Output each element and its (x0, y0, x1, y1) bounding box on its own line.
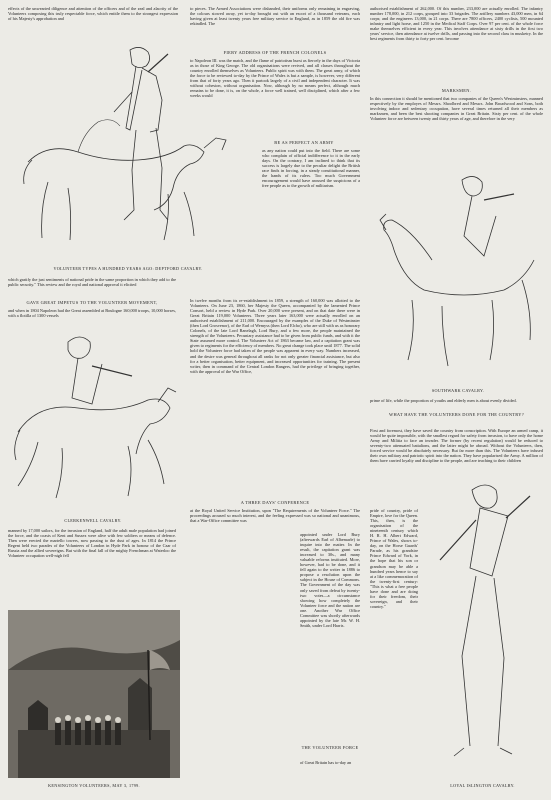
col3-top-paragraph: authorised establishment of 262,000. Of this number, 233,000 are actually enrolled. The infantry number 178,000, in 212 corps, grouped into 33 brigades. The artillery numbers 43,000 men, in 64 corps; and the engineers 13,000, in 21 corps. There are 7800 officers, 2400 cyclists, 500 mounted infantry and light horse, and 1250 in the Medical Staff Corps. Over 97 per cent. of the whole force make themselves efficient in every year. This involves attendance at sixty drills in the first two years' service, then attendance at twelve drills, and passing into the second class in musketry. In the best regiments from thirty to forty per cent. become (370, 6, 543, 42)
col2-low-paragraph: In twelve months from its re-establishment in 1859, a strength of 160,000 was allotted to the Volunteers. On June 23, 1860, her Majesty the Queen, accompanied by the lamented Prince Consort, held a review in Hyde Park. Over 20,000 were present, and on that date there were in Great Britain 119,000 Volunteers. Three years later 163,000 were actually enrolled on an authorised establishment of 211,000. Encouraged by the examples of the Duke of Westminster (then Lord Grosvenor), of the Earl of Wemyss (then Lord Elcho), who are still with us as honorary Colonels, of the late Lord Ranelagh, Lord Bury, and a few more, the people maintained the strength of the Volunteers. Pecuniary assistance had to be given from public funds, and with it the State assumed more control. The Volunteer Act of 1863 became law, and a capitation grant was given to regiments for the efficiency of members. No great change took place until 1877. The solid hold the Volunteer force had taken of the people was apparent in every way. Numbers increased, and the desire was general throughout all ranks for not only greater financial assistance, but also for a better organisation, better equipment, and increased opportunities for training. The present writer, then in command of the Central London Rangers, had the privilege of bringing together, with the approval of the War Office, (190, 298, 360, 374)
heading-what-have-volunteers-done: WHAT HAVE THE VOLUNTEERS DONE FOR THE COUNTRY? (389, 412, 524, 417)
col1-mid-paragraph: which gratify the just sentiments of national pride in the same proportion in which they add to the public security." This review and the royal and national approval it elicited (8, 277, 176, 288)
col3-bottom-paragraph: pride of country, pride of Empire, love for the Queen. This, then, is the organisation of the nineteenth century which H. R. H. Albert Edward, Prince of Wales, shows to-day, on the Horse Guards' Parade, as his grandsire Prince Edward of York, in the hope that his son or grandson may be able a hundred years hence to say at a like commemoration of the twenty-first century: "This is what a free people have done and are doing for their freedom, their sovereign, and their country." (370, 508, 418, 609)
col1-mid2-paragraph: and when in 1804 Napoleon had the Great assembled at Boulogne 160,000 troops, 10,000 horses, with a flotilla of 1300 vessels (8, 308, 176, 319)
col2-mid2-paragraph: as any nation could put into the field. There are some who complain of official indifference to it in the early days. On the contrary, I am inclined to think that its success is largely due to the peculiar delight the British race finds in forcing, in a steady constitutional manner, the hands of its rulers. Too much Government encouragement would have aroused the suspicions of a free people as to the growth of militarism. (262, 148, 360, 189)
heading-perfect-army: BE AS PERFECT AN ARMY (274, 140, 334, 145)
clerkenwell-cavalry-illustration (8, 322, 178, 512)
caption-clerkenwell-cavalry: CLERKENWELL CAVALRY. (64, 518, 122, 523)
col3-mid2-paragraph: prime of life, while the proportion of youths and elderly men is about evenly divided. (370, 398, 517, 403)
caption-kensington-volunteers: KENSINGTON VOLUNTEERS, MAY 3, 1799. (48, 783, 140, 788)
col2-low2-paragraph: at the Royal United Service Institution, upon "The Requirements of the Volunteer Force." The proceedings aroused so much interest, and the feeling expressed was so national and unanimous, that a War-Office committee was (190, 508, 360, 524)
col2-top-paragraph: to pieces. The Armed Associations were disbanded, their uniforms only remaining in engraving, the colours stowed away, yet to-day brought out with an escort of a thousand veterans, each having given at least twenty years free military service to England, as in 1859 the old fire was rekindled. The (190, 6, 360, 27)
col2-end-paragraph: of Great Britain has to-day an (300, 760, 352, 765)
kensington-volunteers-plate (8, 610, 180, 778)
col3-low-paragraph: First and foremost, they have saved the country from conscription. With Europe an armed camp, it would be quite impossible, with the smallest regard for safety from invasion, to have only the home Army and Militia to face an invader. The former (by recent regulation) would be reduced to seventy-two attenuated battalions, and the latter might be abroad. Without the Volunteers, then, forced service would be absolutely necessary. But far more than this. The Volunteers have infused their own military and patriotic spirit into the nation. They have popularised the Army. A million of them have carried loyalty and discipline to the people, and are teaching to their children (370, 428, 543, 464)
col2-bottom-paragraph: appointed under Lord Bury (afterwards Earl of Albemarle) to inquire into the matter. In the result, the capitation grant was increased to 30s., and many valuable reforms instituted. More, however, had to be done, and it fell again to the writer in 1886 to propose a resolution upon the subject in the House of Commons. The Government of the day was only saved from defeat by twenty-two votes—a circumstance showing how completely the Volunteer force and the nation are one. Another War Office Committee was shortly afterwards appointed by the late Mr. W. H. Smith, under Lord Harris. (300, 532, 360, 628)
heading-marksmen: MARKSMEN. (441, 88, 472, 93)
col1-top-paragraph: effects of the unwearied diligence and attention of the officers and of the zeal and alacrity of the Volunteers composing this truly respectable force, which entitle them to the strongest expression of his Majesty's approbation and (8, 6, 178, 22)
loyal-islington-cavalry-illustration (420, 480, 545, 775)
heading-three-days-conference: A THREE DAYS' CONFERENCE (240, 500, 310, 505)
col3-mid-paragraph: In this connection it should be mentioned that two companies of the Queen's Westminsters, manned respectively by the employes of Messrs. Shoolbred and Messrs. John Broadwood and Sons, both involving indoor and sedentary occupation, have several times returned all their members as marksmen, and been the best shooting companies in Great Britain. Sixty per cent. of the whole Volunteer force are between twenty and thirty years of age, and therefore in the very (370, 96, 543, 122)
heading-fiery-address: FIERY ADDRESS OF THE FRENCH COLONELS (223, 50, 327, 55)
heading-great-impetus: GAVE GREAT IMPETUS TO THE VOLUNTEER MOVEMENT, (26, 300, 158, 305)
col1-low-paragraph: manned by 17,000 sailors, for the invasion of England, half the adult male population had joined the force, and the coasts of Kent and Sussex were alive with few soldiers or means of defence. Then were erected the martello towers, now passing to the dust of ages. In 1814 the Prince Regent held two parades of the Volunteers of London in Hyde Park in honour of the Czar of Russia and the allied sovereigns. But with the final fall of the mighty Frenchman at Waterloo the Volunteer occupation well-nigh fell (8, 528, 176, 559)
southwark-cavalry-illustration (372, 170, 544, 380)
heading-volunteer-force: THE VOLUNTEER FORCE (301, 745, 359, 750)
caption-southwark-cavalry: SOUTHWARK CAVALRY. (431, 388, 485, 393)
caption-loyal-islington-cavalry: LOYAL ISLINGTON CAVALRY. (450, 783, 515, 788)
caption-deptford-cavalry: VOLUNTEER TYPES A HUNDRED YEARS AGO: DEPTFORD CAVALRY. (53, 266, 203, 271)
col2-mid-paragraph: to Napoleon III. was the match, and the flame of patriotism burst as fiercely in the days of Victoria as in those of King George. The old organisations were revived, and all classes throughout the country enrolled themselves as Volunteers. Public spirit was with them. The great army, of which the force to be reviewed to-day by the Prince of Wales is but a sample, is however, very different from that of forty years ago. Then it partook largely of a civil and independent character. It was without cohesion, without organisation. Now, although by no means perfect, although much remains to be done, it is, on the whole, a force well trained, well disciplined, which after a few weeks would (190, 58, 360, 99)
